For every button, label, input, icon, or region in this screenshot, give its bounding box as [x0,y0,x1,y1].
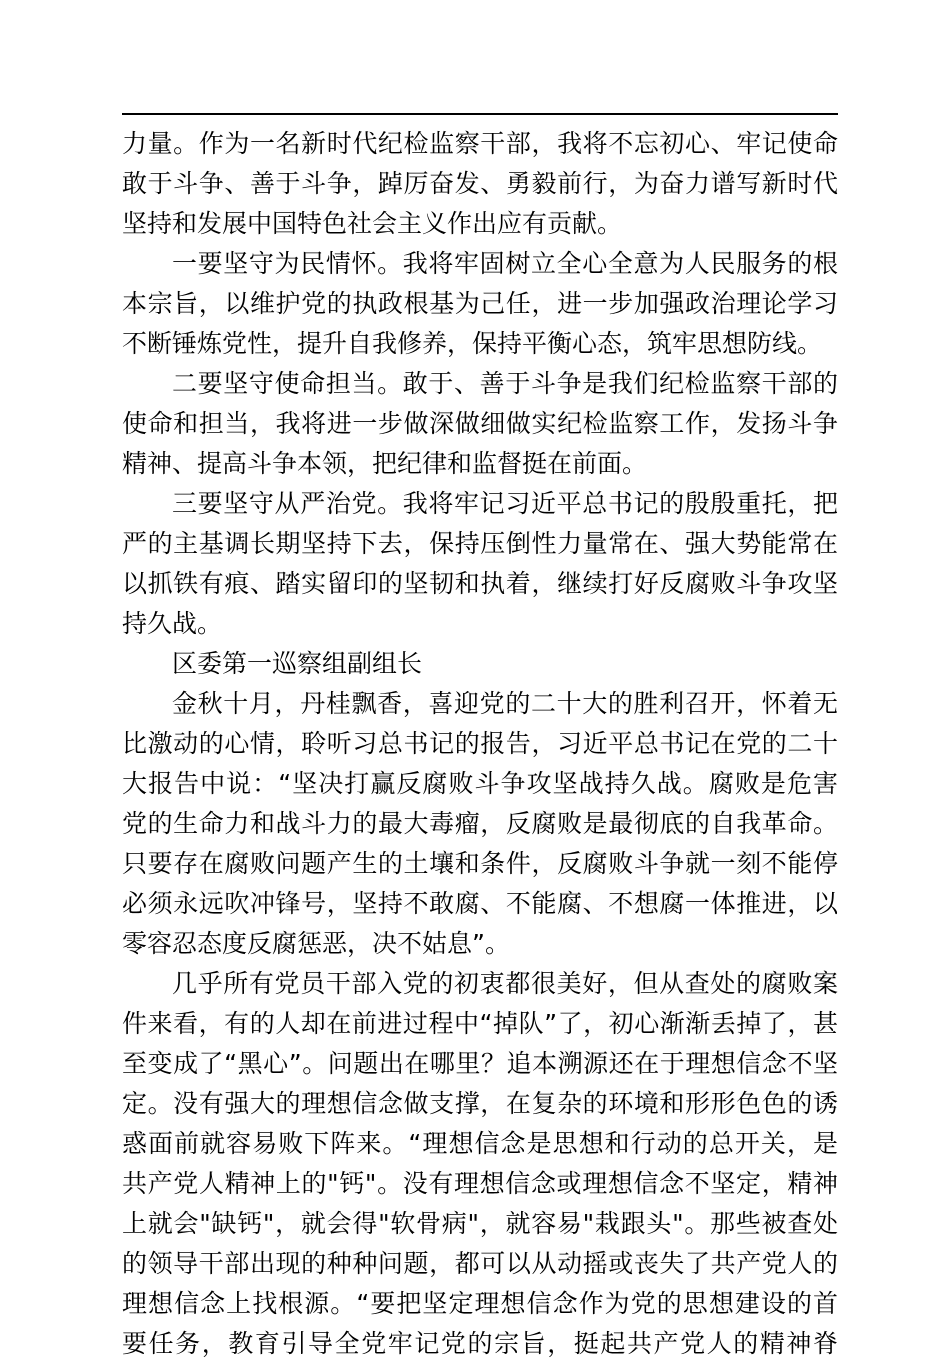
text-line: 零容忍态度反腐惩恶，决不姑息”。 [122,929,510,958]
text-line: 区委第一巡察组副组长 [172,649,423,678]
text-line: 严的主基调长期坚持下去，保持压倒性力量常在、强大势能常在 [122,529,838,558]
text-line: 不断锤炼党性，提升自我修养，保持平衡心态，筑牢思想防线。 [122,329,823,358]
text-line: 使命和担当，我将进一步做深做细做实纪检监察工作，发扬斗争 [122,409,838,438]
text-line: 件来看，有的人却在前进过程中“掉队”了，初心渐渐丢掉了，甚 [122,1009,838,1038]
text-line: 党的生命力和战斗力的最大毒瘤，反腐败是最彻底的自我革命。 [122,809,838,838]
text-line: 一要坚守为民情怀。我将牢固树立全心全意为人民服务的根 [172,249,838,278]
text-line: 金秋十月，丹桂飘香，喜迎党的二十大的胜利召开，怀着无 [172,689,838,718]
text-line: 只要存在腐败问题产生的土壤和条件，反腐败斗争就一刻不能停 [122,849,838,878]
text-line: 本宗旨，以维护党的执政根基为己任，进一步加强政治理论学习 [122,289,838,318]
text-line: 精神、提高斗争本领，把纪律和监督挺在前面。 [122,449,648,478]
header-rule [122,113,838,115]
text-line: 定。没有强大的理想信念做支撑，在复杂的环境和形形色色的诱 [122,1089,838,1118]
text-line: 必须永远吹冲锋号，坚持不敢腐、不能腐、不想腐一体推进，以 [122,889,838,918]
text-line: 的领导干部出现的种种问题，都可以从动摇或丧失了共产党人的 [122,1249,838,1278]
text-line: 二要坚守使命担当。敢于、善于斗争是我们纪检监察干部的 [172,369,838,398]
text-line: 三要坚守从严治党。我将牢记习近平总书记的殷殷重托，把 [172,489,838,518]
text-line: 惑面前就容易败下阵来。“理想信念是思想和行动的总开关，是 [122,1129,838,1158]
text-line: 力量。作为一名新时代纪检监察干部，我将不忘初心、牢记使命 [122,129,838,158]
text-line: 至变成了“黑心”。问题出在哪里？追本溯源还在于理想信念不坚 [122,1049,838,1078]
text-line: 理想信念上找根源。“要把坚定理想信念作为党的思想建设的首 [122,1289,838,1318]
text-line: 坚持和发展中国特色社会主义作出应有贡献。 [122,209,623,238]
text-line: 持久战。 [122,609,223,638]
text-line: 以抓铁有痕、踏实留印的坚韧和执着，继续打好反腐败斗争攻坚 [122,569,838,598]
text-line: 大报告中说：“坚决打赢反腐败斗争攻坚战持久战。腐败是危害 [122,769,838,798]
body-text [122,124,838,1364]
text-line: 几乎所有党员干部入党的初衷都很美好，但从查处的腐败案 [172,969,838,998]
text-line: 敢于斗争、善于斗争，踔厉奋发、勇毅前行，为奋力谱写新时代 [122,169,838,198]
text-line: 要任务，教育引导全党牢记党的宗旨，挺起共产党人的精神脊 [122,1329,838,1358]
text-line: 共产党人精神上的"钙"。没有理想信念或理想信念不坚定，精神 [122,1169,838,1198]
text-line: 比激动的心情，聆听习总书记的报告，习近平总书记在党的二十 [122,729,838,758]
text-line: 上就会"缺钙"，就会得"软骨病"，就容易"栽跟头"。那些被查处 [122,1209,838,1238]
